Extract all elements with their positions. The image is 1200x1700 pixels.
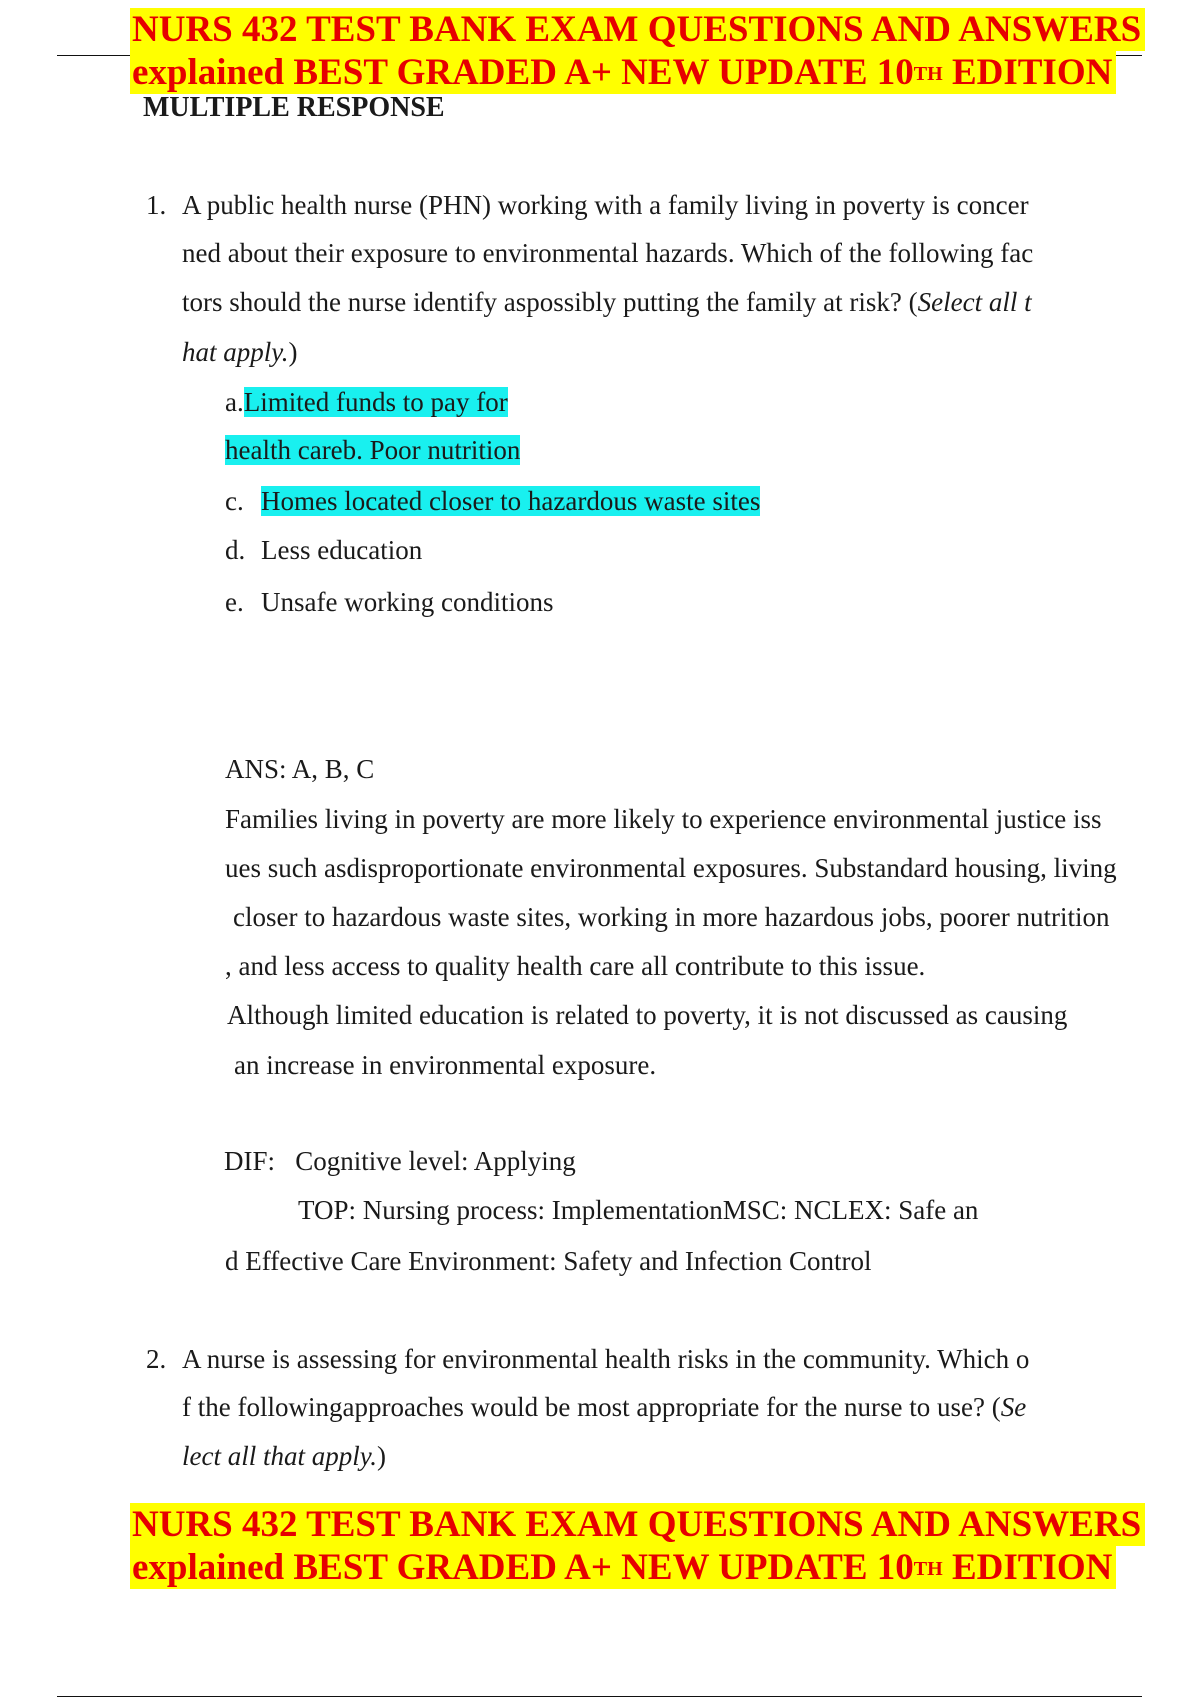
- q1-option-d: [225, 535, 422, 566]
- q1-stem-line4: [182, 337, 298, 368]
- footer-edition-suffix: EDITION: [942, 1547, 1113, 1588]
- q2-stem-line3: [182, 1441, 386, 1472]
- q1-option-c: [225, 486, 760, 517]
- q1-rationale-line6: an increase in environmental exposure.: [234, 1050, 657, 1080]
- header-banner-line2: [130, 51, 1116, 94]
- footer-rule: [57, 1696, 1142, 1697]
- q1-stem-line4-italic: hat apply.: [182, 337, 289, 367]
- banner-edition-sup: TH: [913, 63, 943, 85]
- q1-rationale-line2: ues such asdisproportionate environmental exposures. Substandard housing, living: [225, 853, 1117, 883]
- q1-option-d-letter: d.: [225, 535, 246, 565]
- q1-option-a: [225, 387, 508, 418]
- q1-rationale-line5: Although limited education is related to poverty, it is not discussed as causing: [227, 1000, 1068, 1030]
- banner-edition-suffix: EDITION: [942, 52, 1113, 93]
- section-title: MULTIPLE RESPONSE: [143, 92, 445, 123]
- footer-edition-sup: TH: [913, 1558, 943, 1580]
- q1-rationale-line1: Families living in poverty are more likely to experience environmental justice iss: [225, 804, 1102, 834]
- q1-option-c-text: Homes located closer to hazardous waste sites: [261, 486, 761, 516]
- q1-option-a-letter: a.: [225, 387, 244, 417]
- q1-stem-line4-text: ): [288, 337, 298, 367]
- q1-option-ab-line: [225, 435, 520, 466]
- q1-option-a-text: Limited funds to pay for: [243, 387, 508, 417]
- q1-option-c-letter: c.: [225, 486, 244, 516]
- q1-top: TOP: Nursing process: ImplementationMSC: NCLEX: Safe an: [298, 1195, 979, 1225]
- footer-edition-text: explained BEST GRADED A+ NEW UPDATE 10: [132, 1547, 914, 1588]
- q2-stem-line3-text: ): [376, 1441, 386, 1471]
- q1-stem-line1: A public health nurse (PHN) working with a family living in poverty is concer: [182, 190, 1029, 220]
- footer-banner-line2: [130, 1546, 1116, 1589]
- q1-rationale-line4: , and less access to quality health care all contribute to this issue.: [225, 951, 926, 981]
- q1-rationale-line3: closer to hazardous waste sites, working in more hazardous jobs, poorer nutrition: [233, 902, 1110, 932]
- q2-stem-line2: [182, 1392, 1026, 1423]
- q2-stem-line1: A nurse is assessing for environmental health risks in the community. Which o: [182, 1344, 1030, 1374]
- q1-stem-line3-text: tors should the nurse identify aspossibly putting the family at risk? (: [182, 287, 918, 317]
- q1-number: 1.: [146, 190, 167, 220]
- q1-stem-line3-italic: Select all t: [917, 287, 1032, 317]
- q1-answer: ANS: A, B, C: [225, 754, 375, 784]
- q1-option-e-letter: e.: [225, 587, 244, 617]
- q1-option-ab-text: health careb. Poor nutrition: [225, 435, 521, 465]
- q2-stem-line2-italic: Se: [1000, 1392, 1027, 1422]
- q1-option-d-text: Less education: [261, 535, 423, 565]
- q1-msc: d Effective Care Environment: Safety and Infection Control: [225, 1246, 872, 1276]
- q2-number: 2.: [146, 1344, 167, 1374]
- q2-stem-line3-italic: lect all that apply.: [182, 1441, 377, 1471]
- q1-option-e-text: Unsafe working conditions: [261, 587, 554, 617]
- q1-stem-line2: ned about their exposure to environmental hazards. Which of the following fac: [182, 238, 1034, 268]
- q1-option-e: [225, 587, 553, 618]
- banner-edition-text: explained BEST GRADED A+ NEW UPDATE 10: [132, 52, 914, 93]
- q1-dif: DIF: Cognitive level: Applying: [224, 1146, 576, 1176]
- q2-stem-line2-text: f the followingapproaches would be most appropriate for the nurse to use? (: [182, 1392, 1001, 1422]
- header-rule-left: [57, 55, 133, 56]
- header-banner-line1: NURS 432 TEST BANK EXAM QUESTIONS AND ANSWERS: [130, 8, 1145, 51]
- footer-banner-line1: NURS 432 TEST BANK EXAM QUESTIONS AND ANSWERS: [130, 1503, 1145, 1546]
- q1-stem-line3: [182, 287, 1032, 318]
